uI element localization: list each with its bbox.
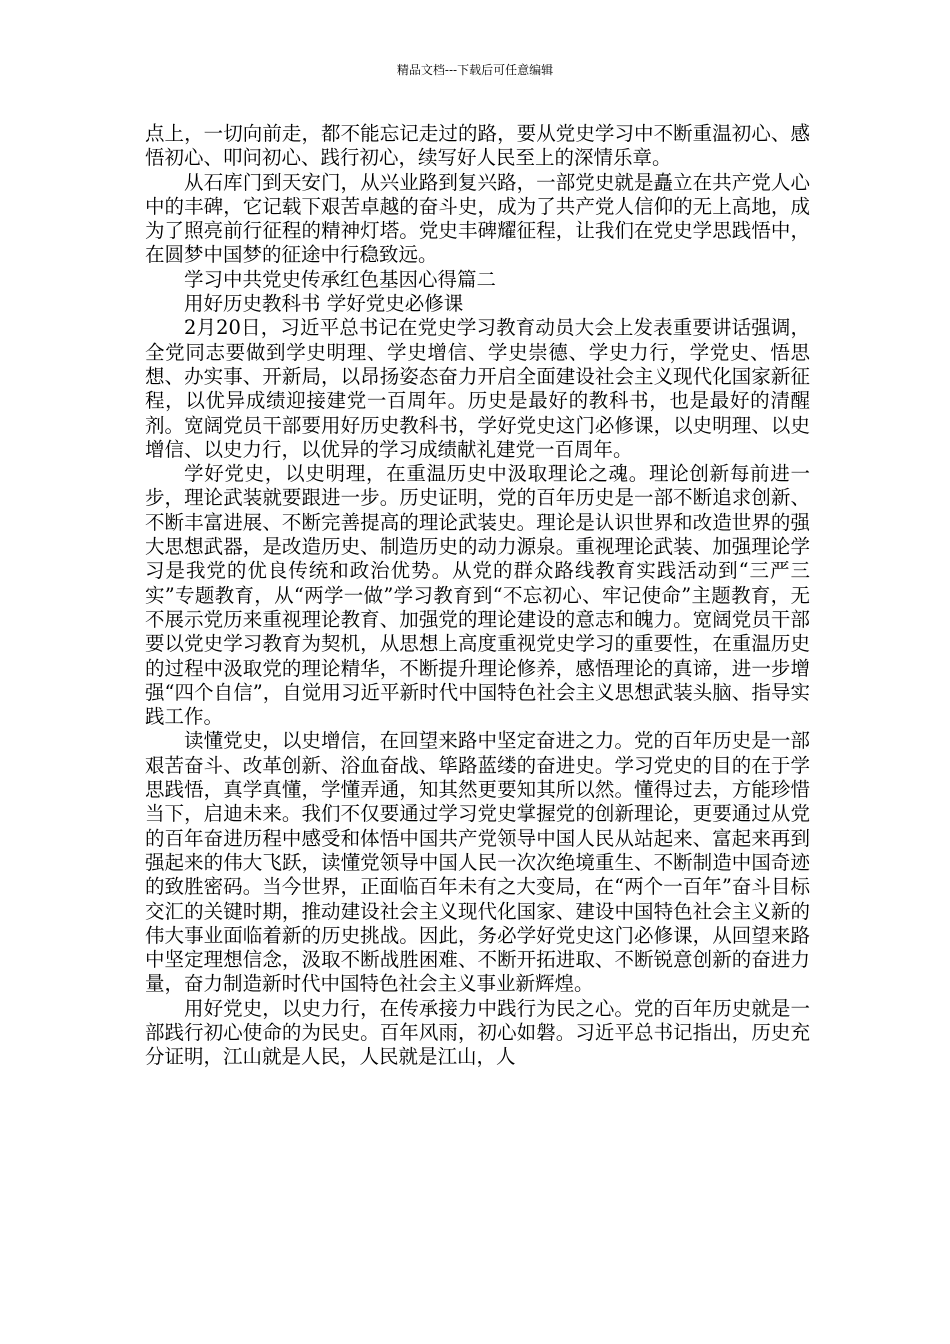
paragraph: 学好党史，以史明理，在重温历史中汲取理论之魂。理论创新每前进一步，理论武装就要跟进一步。历史证明，党的百年历史是一部不断追求创新、不断丰富进展、不断完善提高的理论武装史。理论是认识世界和改造世界的强大思想武器，是改造历史、制造历史的动力源泉。重视理论武装、加强理论学习是我党的优良传统和政治优势。从党的群众路线教育实践活动到“三严三实”专题教育，从“两学一做”学习教育到“不忘初心、牢记使命”主题教育，无不展示党历来重视理论教育、加强党的理论建设的意志和魄力。宽阔党员干部要以党史学习教育为契机，从思想上高度重视党史学习的重要性，在重温历史的过程中汲取党的理论精华，不断提升理论修养，感悟理论的真谛，进一步增强“四个自信”，自觉用习近平新时代中国特色社会主义思想武装头脑、指导实践工作。 (145, 462, 810, 729)
section-subtitle: 用好历史教科书 学好党史必修课 (184, 292, 464, 316)
section-title: 学习中共党史传承红色基因心得篇二 (184, 267, 497, 291)
paragraph: 点上，一切向前走，都不能忘记走过的路，要从党史学习中不断重温初心、感悟初心、叩问初心、践行初心，续写好人民至上的深情乐章。 (145, 122, 810, 170)
paragraph: 用好党史，以史力行，在传承接力中践行为民之心。党的百年历史就是一部践行初心使命的为民史。百年风雨，初心如磐。习近平总书记指出，历史充分证明，江山就是人民，人民就是江山，人 (145, 996, 810, 1069)
page-header: 精品文档---下载后可任意编辑 (396, 63, 554, 77)
paragraph: 从石库门到天安门，从兴业路到复兴路，一部党史就是矗立在共产党人心中的丰碑，它记载下艰苦卓越的奋斗史，成为了共产党人信仰的无上高地，成为了照亮前行征程的精神灯塔。党史丰碑耀征程，让我们在党史学思践悟中，在圆梦中国梦的征途中行稳致远。 (145, 170, 810, 267)
paragraph: 2月20日，习近平总书记在党史学习教育动员大会上发表重要讲话强调，全党同志要做到学史明理、学史增信、学史崇德、学史力行，学党史、悟思想、办实事、开新局，以昂扬姿态奋力开启全面建设社会主义现代化国家新征程，以优异成绩迎接建党一百周年。历史是最好的教科书，也是最好的清醒剂。宽阔党员干部要用好历史教科书，学好党史这门必修课，以史明理、以史增信、以史力行，以优异的学习成绩献礼建党一百周年。 (145, 316, 810, 461)
document-body (145, 122, 810, 1070)
paragraph: 读懂党史，以史增信，在回望来路中坚定奋进之力。党的百年历史是一部艰苦奋斗、改革创新、浴血奋战、筚路蓝缕的奋进史。学习党史的目的在于学思践悟，真学真懂，学懂弄通，知其然更要知其所以然。懂得过去，方能珍惜当下，启迪未来。我们不仅要通过学习党史掌握党的创新理论，更要通过从党的百年奋进历程中感受和体悟中国共产党领导中国人民从站起来、富起来再到强起来的伟大飞跃，读懂党领导中国人民一次次绝境重生、不断制造中国奇迹的致胜密码。当今世界，正面临百年未有之大变局，在“两个一百年”奋斗目标交汇的关键时期，推动建设社会主义现代化国家、建设中国特色社会主义新的伟大事业面临着新的历史挑战。因此，务必学好党史这门必修课，从回望来路中坚定理想信念，汲取不断战胜困难、不断开拓进取、不断锐意创新的奋进力量，奋力制造新时代中国特色社会主义事业新辉煌。 (145, 729, 810, 996)
